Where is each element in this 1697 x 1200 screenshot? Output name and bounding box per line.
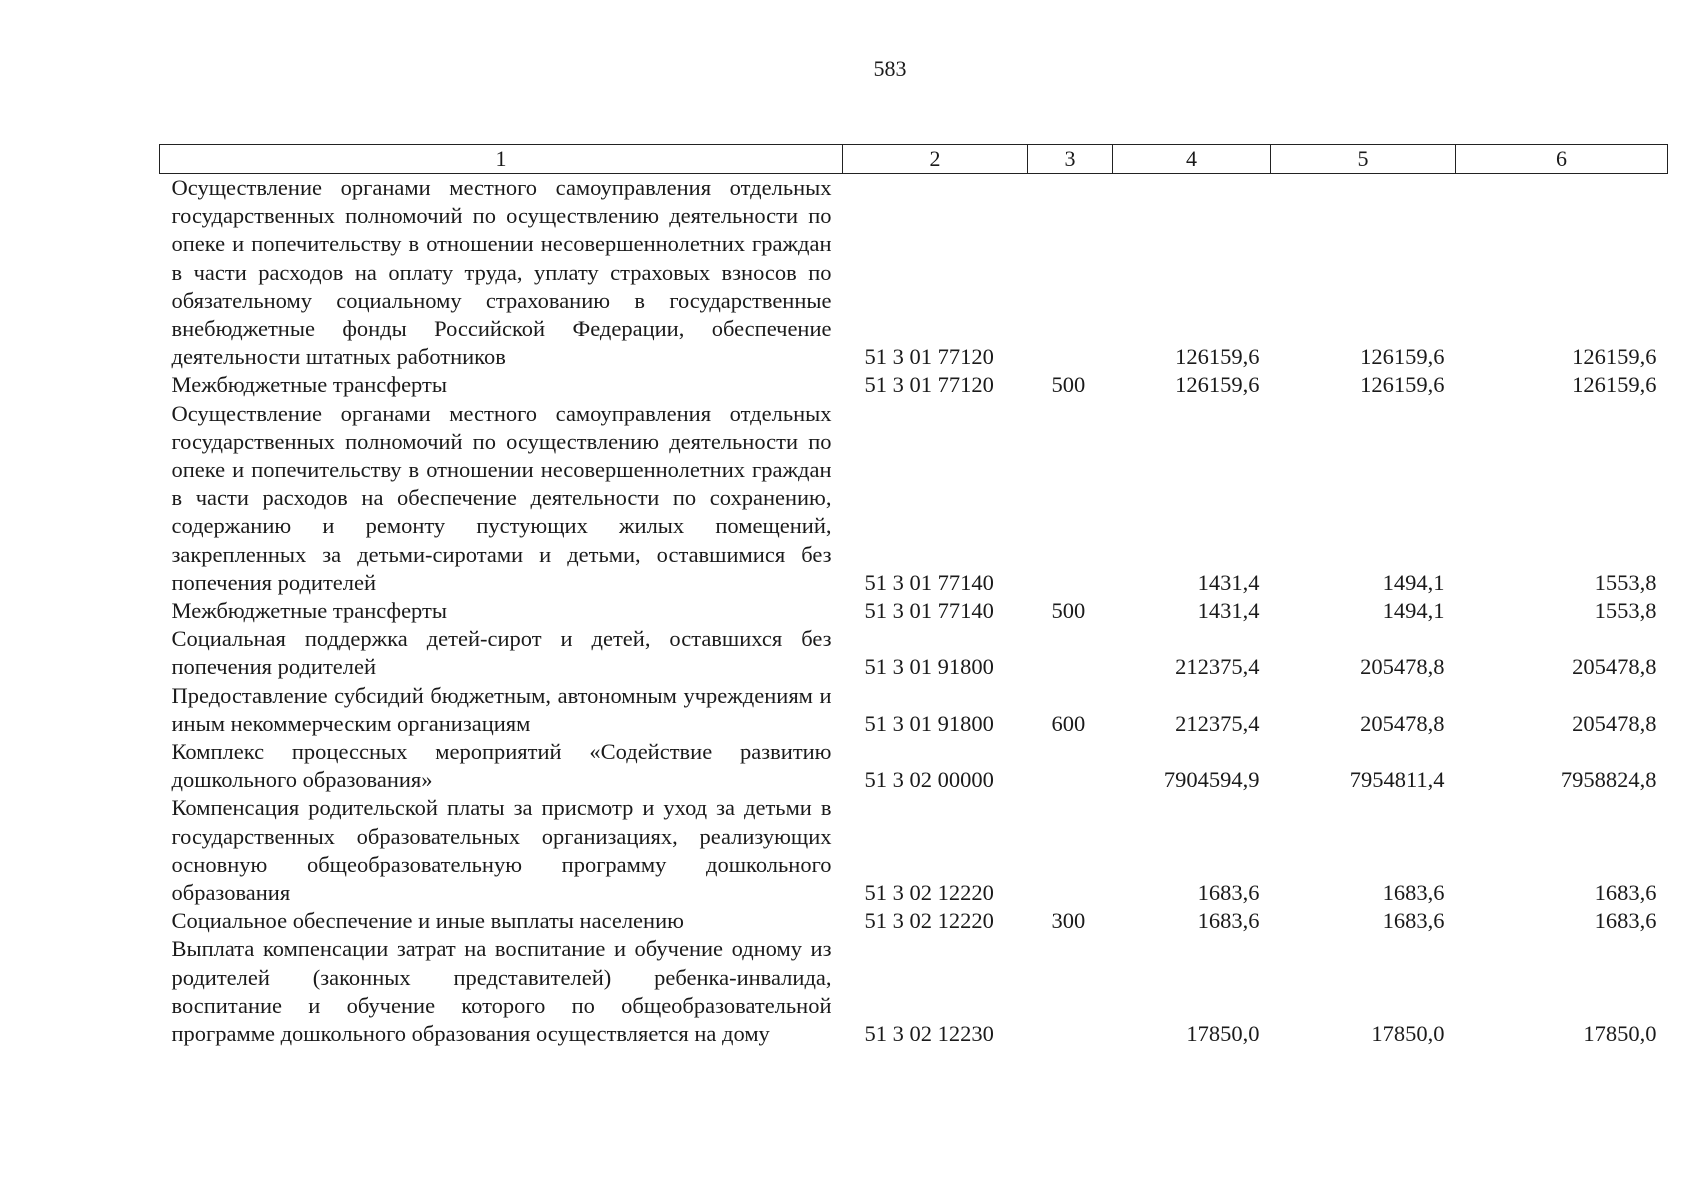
row-expense-type: 500 — [1051, 598, 1086, 624]
table-header — [160, 145, 1668, 174]
row-value-col-5: 205478,8 — [1360, 654, 1445, 680]
row-name: Социальная поддержка детей-сирот и детей, оставшихся без попечения родителей — [171, 626, 832, 680]
header-col-2: 2 — [843, 145, 1028, 174]
row-value-col-6: 7958824,8 — [1560, 767, 1657, 793]
table-row — [160, 907, 1668, 935]
row-value-col-4: 7904594,9 — [1163, 767, 1260, 793]
row-target-code: 51 3 02 12220 — [864, 908, 994, 934]
row-name: Межбюджетные трансферты — [171, 598, 447, 624]
row-target-code: 51 3 01 91800 — [864, 654, 994, 680]
header-col-1: 1 — [160, 145, 843, 174]
row-expense-type — [1028, 935, 1113, 1048]
row-expense-type — [1028, 400, 1113, 597]
table-row — [160, 400, 1668, 597]
header-col-5: 5 — [1271, 145, 1456, 174]
row-value-col-6: 1553,8 — [1594, 569, 1657, 595]
row-value-col-5: 1683,6 — [1382, 908, 1445, 934]
row-value-col-6: 205478,8 — [1572, 710, 1657, 736]
table-row — [160, 625, 1668, 681]
row-expense-type: 300 — [1051, 908, 1086, 934]
header-row — [160, 145, 1668, 174]
row-value-col-4: 17850,0 — [1186, 1021, 1260, 1047]
row-value-col-6: 1553,8 — [1594, 598, 1657, 624]
row-value-col-5: 1494,1 — [1382, 569, 1445, 595]
row-value-col-4: 126159,6 — [1175, 344, 1260, 370]
row-name: Выплата компенсации затрат на воспитание и обучение одному из родителей (законных представителей) ребенка-инвалида, воспитание и обучение которого по общеобразовательной программе дошкольного образования осуществляется на дому — [171, 936, 832, 1047]
header-col-4: 4 — [1113, 145, 1271, 174]
row-value-col-4: 1683,6 — [1197, 908, 1260, 934]
row-value-col-4: 212375,4 — [1175, 654, 1260, 680]
page-number: 583 — [873, 56, 907, 81]
row-value-col-5: 7954811,4 — [1349, 767, 1445, 793]
row-expense-type — [1028, 174, 1113, 372]
row-value-col-4: 212375,4 — [1175, 710, 1260, 736]
row-target-code: 51 3 02 12220 — [864, 880, 994, 906]
table-row — [160, 371, 1668, 399]
header-col-6: 6 — [1456, 145, 1668, 174]
row-value-col-4: 1431,4 — [1197, 569, 1260, 595]
row-value-col-5: 17850,0 — [1371, 1021, 1445, 1047]
row-expense-type: 600 — [1051, 710, 1086, 736]
row-expense-type — [1028, 794, 1113, 907]
budget-table — [159, 144, 1668, 1048]
table-body — [160, 174, 1668, 1049]
row-target-code: 51 3 02 00000 — [864, 767, 994, 793]
row-target-code: 51 3 01 77140 — [864, 598, 994, 624]
row-expense-type: 500 — [1051, 372, 1086, 398]
row-value-col-5: 205478,8 — [1360, 710, 1445, 736]
row-value-col-6: 1683,6 — [1594, 880, 1657, 906]
row-value-col-5: 1494,1 — [1382, 598, 1445, 624]
row-expense-type — [1028, 738, 1113, 794]
row-target-code: 51 3 01 77120 — [864, 344, 994, 370]
table-row — [160, 174, 1668, 372]
row-target-code: 51 3 01 77120 — [864, 372, 994, 398]
row-value-col-6: 126159,6 — [1572, 344, 1657, 370]
row-expense-type — [1028, 625, 1113, 681]
row-value-col-6: 1683,6 — [1594, 908, 1657, 934]
row-name: Компенсация родительской платы за присмотр и уход за детьми в государственных образовательных организациях, реализующих основную общеобразовательную программу дошкольного образования — [171, 795, 832, 906]
row-value-col-4: 1431,4 — [1197, 598, 1260, 624]
header-col-3: 3 — [1028, 145, 1113, 174]
row-name: Социальное обеспечение и иные выплаты населению — [171, 908, 684, 934]
row-name: Комплекс процессных мероприятий «Содействие развитию дошкольного образования» — [171, 739, 832, 793]
row-value-col-4: 126159,6 — [1175, 372, 1260, 398]
row-value-col-6: 205478,8 — [1572, 654, 1657, 680]
table-row — [160, 794, 1668, 907]
row-name: Предоставление субсидий бюджетным, автономным учреждениям и иным некоммерческим организациям — [171, 682, 832, 736]
row-value-col-4: 1683,6 — [1197, 880, 1260, 906]
row-value-col-6: 17850,0 — [1583, 1021, 1657, 1047]
table-row — [160, 597, 1668, 625]
row-name: Осуществление органами местного самоуправления отдельных государственных полномочий по осуществлению деятельности по опеке и попечительству в отношении несовершеннолетних граждан в части расходов на обеспечение деятельности по сохранению, содержанию и ремонту пустующих жилых помещений, закрепленных за детьми-сиротами и детьми, оставшимися без попечения родителей — [171, 400, 832, 595]
row-target-code: 51 3 01 91800 — [864, 710, 994, 736]
row-value-col-5: 126159,6 — [1360, 344, 1445, 370]
row-name: Осуществление органами местного самоуправления отдельных государственных полномочий по осуществлению деятельности по опеке и попечительству в отношении несовершеннолетних граждан в части расходов на оплату труда, уплату страховых взносов по обязательному социальному страхованию в государственные внебюджетные фонды Российской Федерации, обеспечение деятельности штатных работников — [171, 175, 832, 370]
row-value-col-5: 1683,6 — [1382, 880, 1445, 906]
row-target-code: 51 3 01 77140 — [864, 569, 994, 595]
table-row — [160, 682, 1668, 738]
row-target-code: 51 3 02 12230 — [864, 1021, 994, 1047]
row-value-col-5: 126159,6 — [1360, 372, 1445, 398]
row-value-col-6: 126159,6 — [1572, 372, 1657, 398]
table-row — [160, 738, 1668, 794]
row-name: Межбюджетные трансферты — [171, 372, 447, 398]
table-row — [160, 935, 1668, 1048]
